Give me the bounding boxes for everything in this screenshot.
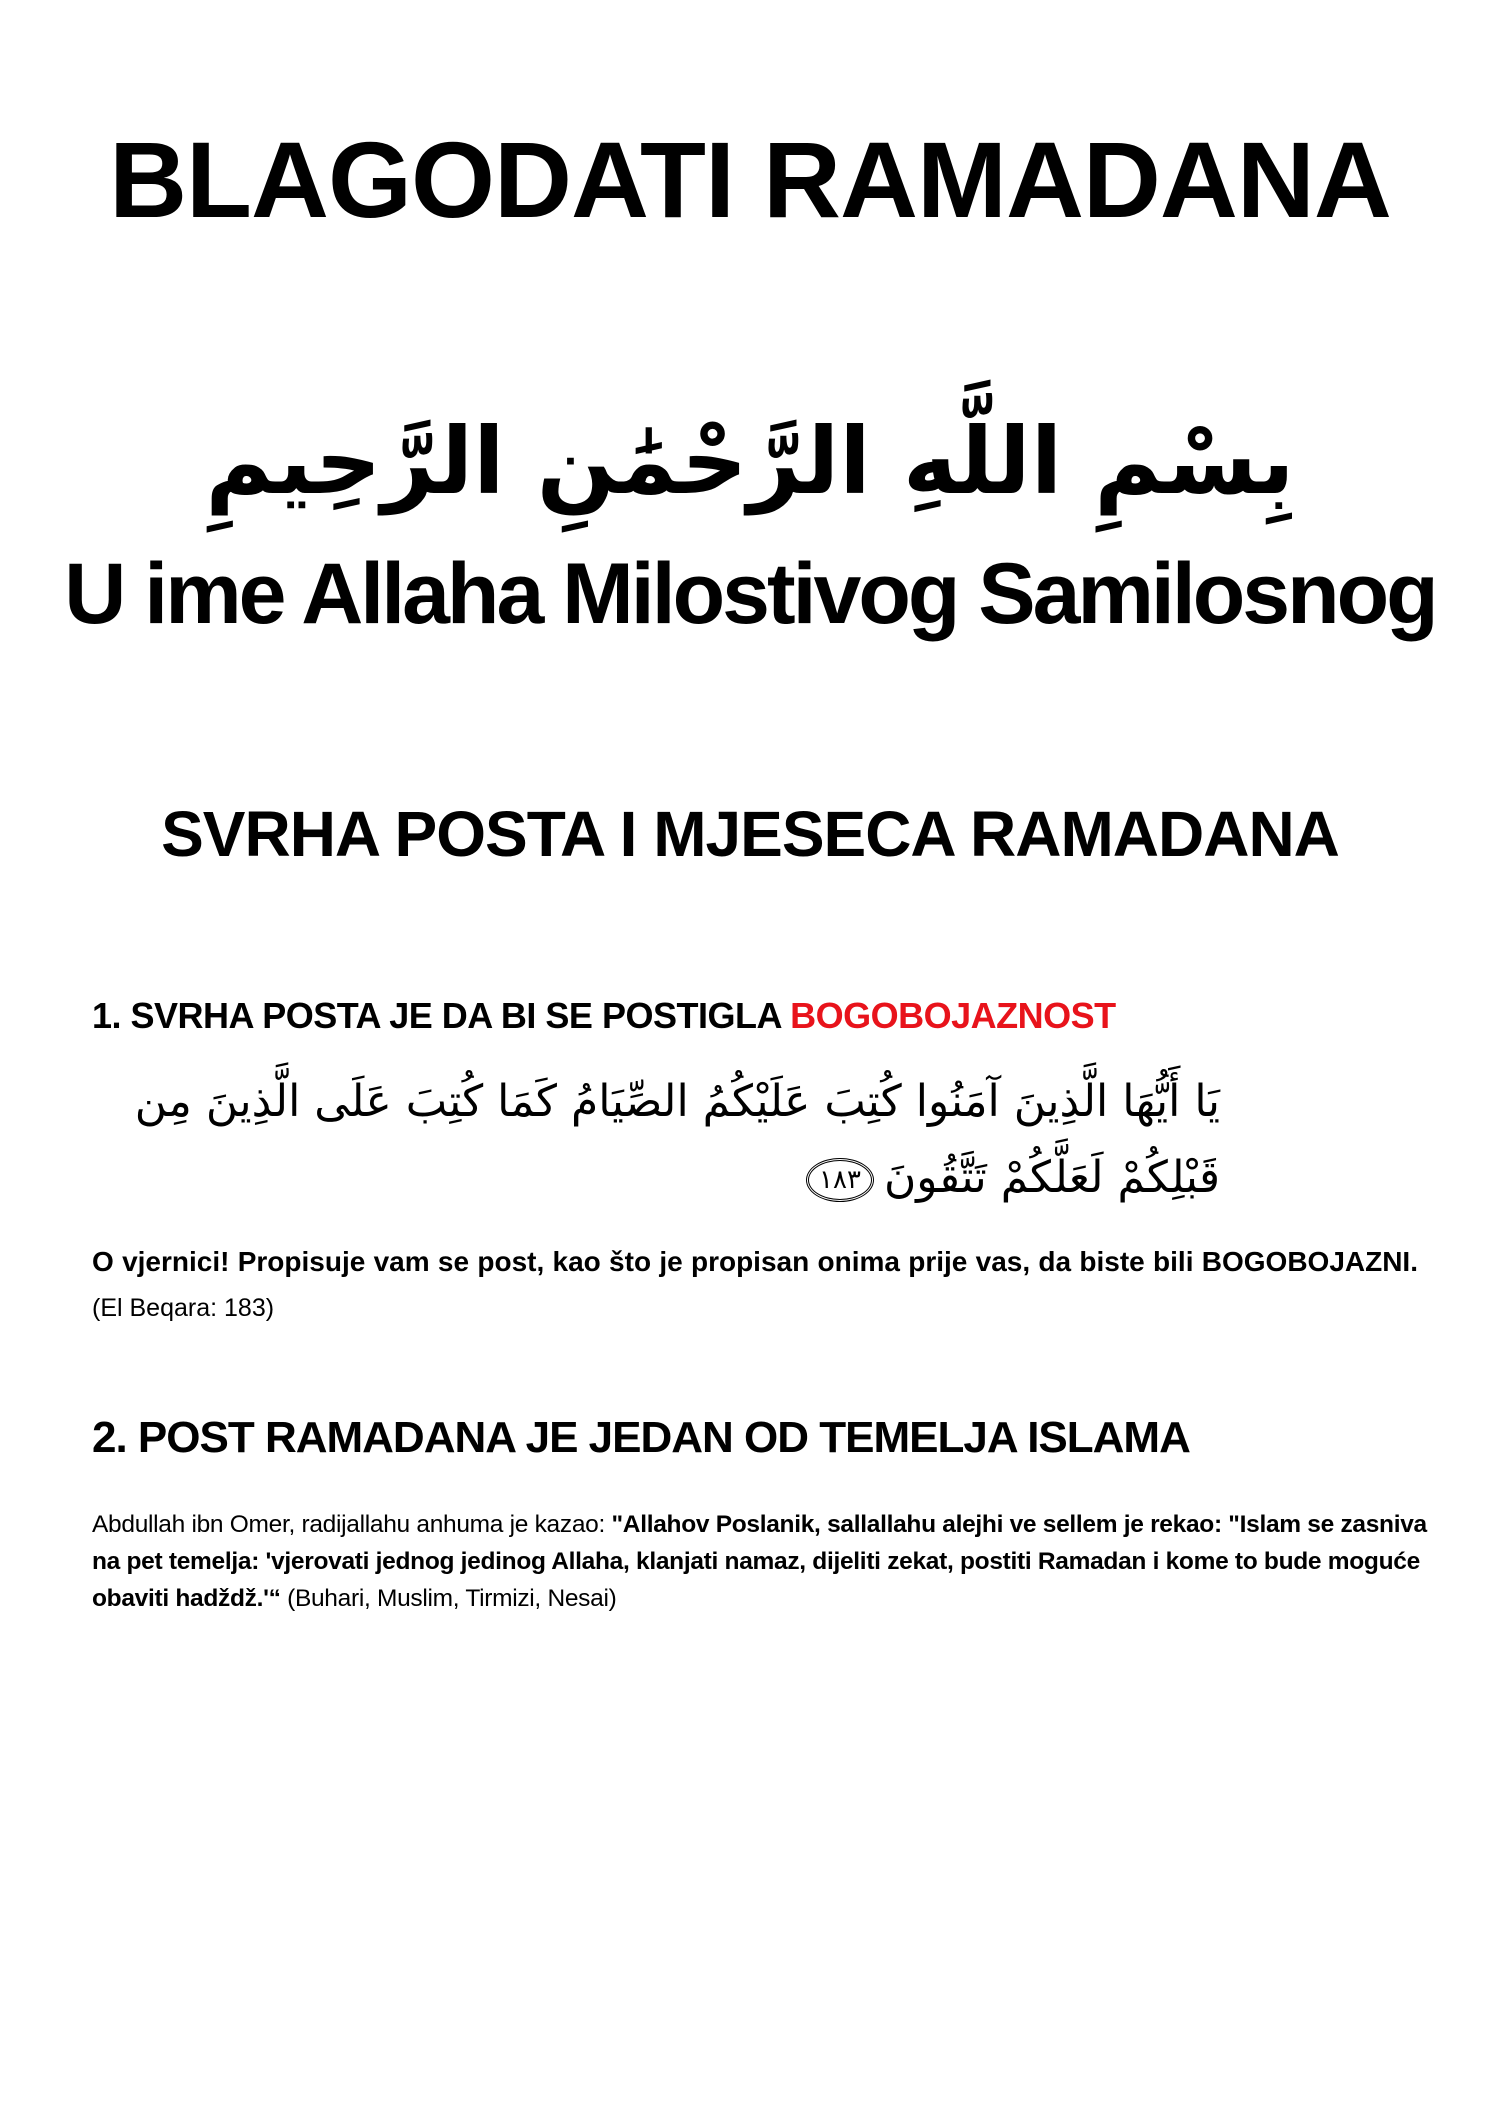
verse-arabic-text: يَا أَيُّهَا الَّذِينَ آمَنُوا كُتِبَ عَلَيْكُمُ الصِّيَامُ كَمَا كُتِبَ عَلَى الَّذِينَ مِن قَبْلِكُمْ لَعَلَّكُمْ تَتَّقُونَ xyxy=(134,1076,1220,1203)
hadith-reference: (Buhari, Muslim, Tirmizi, Nesai) xyxy=(280,1585,617,1612)
quran-verse xyxy=(110,1064,1220,1216)
section1-heading-highlight: BOGOBOJAZNOST xyxy=(790,995,1116,1036)
verse-translation: O vjernici! Propisuje vam se post, kao što je propisan onima prije vas, da biste bili BOGOBOJAZNI. xyxy=(92,1246,1418,1277)
hadith-intro: Abdullah ibn Omer, radijallahu anhuma je kazao: xyxy=(92,1511,612,1538)
section1-heading-text: 1. SVRHA POSTA JE DA BI SE POSTIGLA xyxy=(92,995,791,1036)
section1-paragraph xyxy=(92,1240,1418,1330)
section1-heading xyxy=(92,992,1418,1040)
section2-paragraph xyxy=(92,1506,1432,1617)
basmala-translation: U ime Allaha Milostivog Samilosnog xyxy=(64,546,1436,642)
section2-heading: 2. POST RAMADANA JE JEDAN OD TEMELJA ISLAMA xyxy=(92,1413,1190,1462)
verse-number-badge: ١٨٣ xyxy=(806,1158,874,1202)
hadith-quote: "Allahov Poslanik, sallallahu alejhi ve sellem je rekao: "Islam se zasniva na pet temelja: 'vjerovati jednog jedinog Allaha, klanjati namaz, dijeliti zekat, postiti Ramadan i kome to bude moguće obaviti hadždž.'“ xyxy=(92,1511,1427,1612)
page-title: BLAGODATI RAMADANA xyxy=(109,119,1391,240)
verse-reference: (El Beqara: 183) xyxy=(92,1294,275,1322)
basmala-calligraphy: بِسْمِ اللَّهِ الرَّحْمَٰنِ الرَّحِيمِ xyxy=(205,408,1295,515)
section-title: SVRHA POSTA I MJESECA RAMADANA xyxy=(161,798,1339,870)
